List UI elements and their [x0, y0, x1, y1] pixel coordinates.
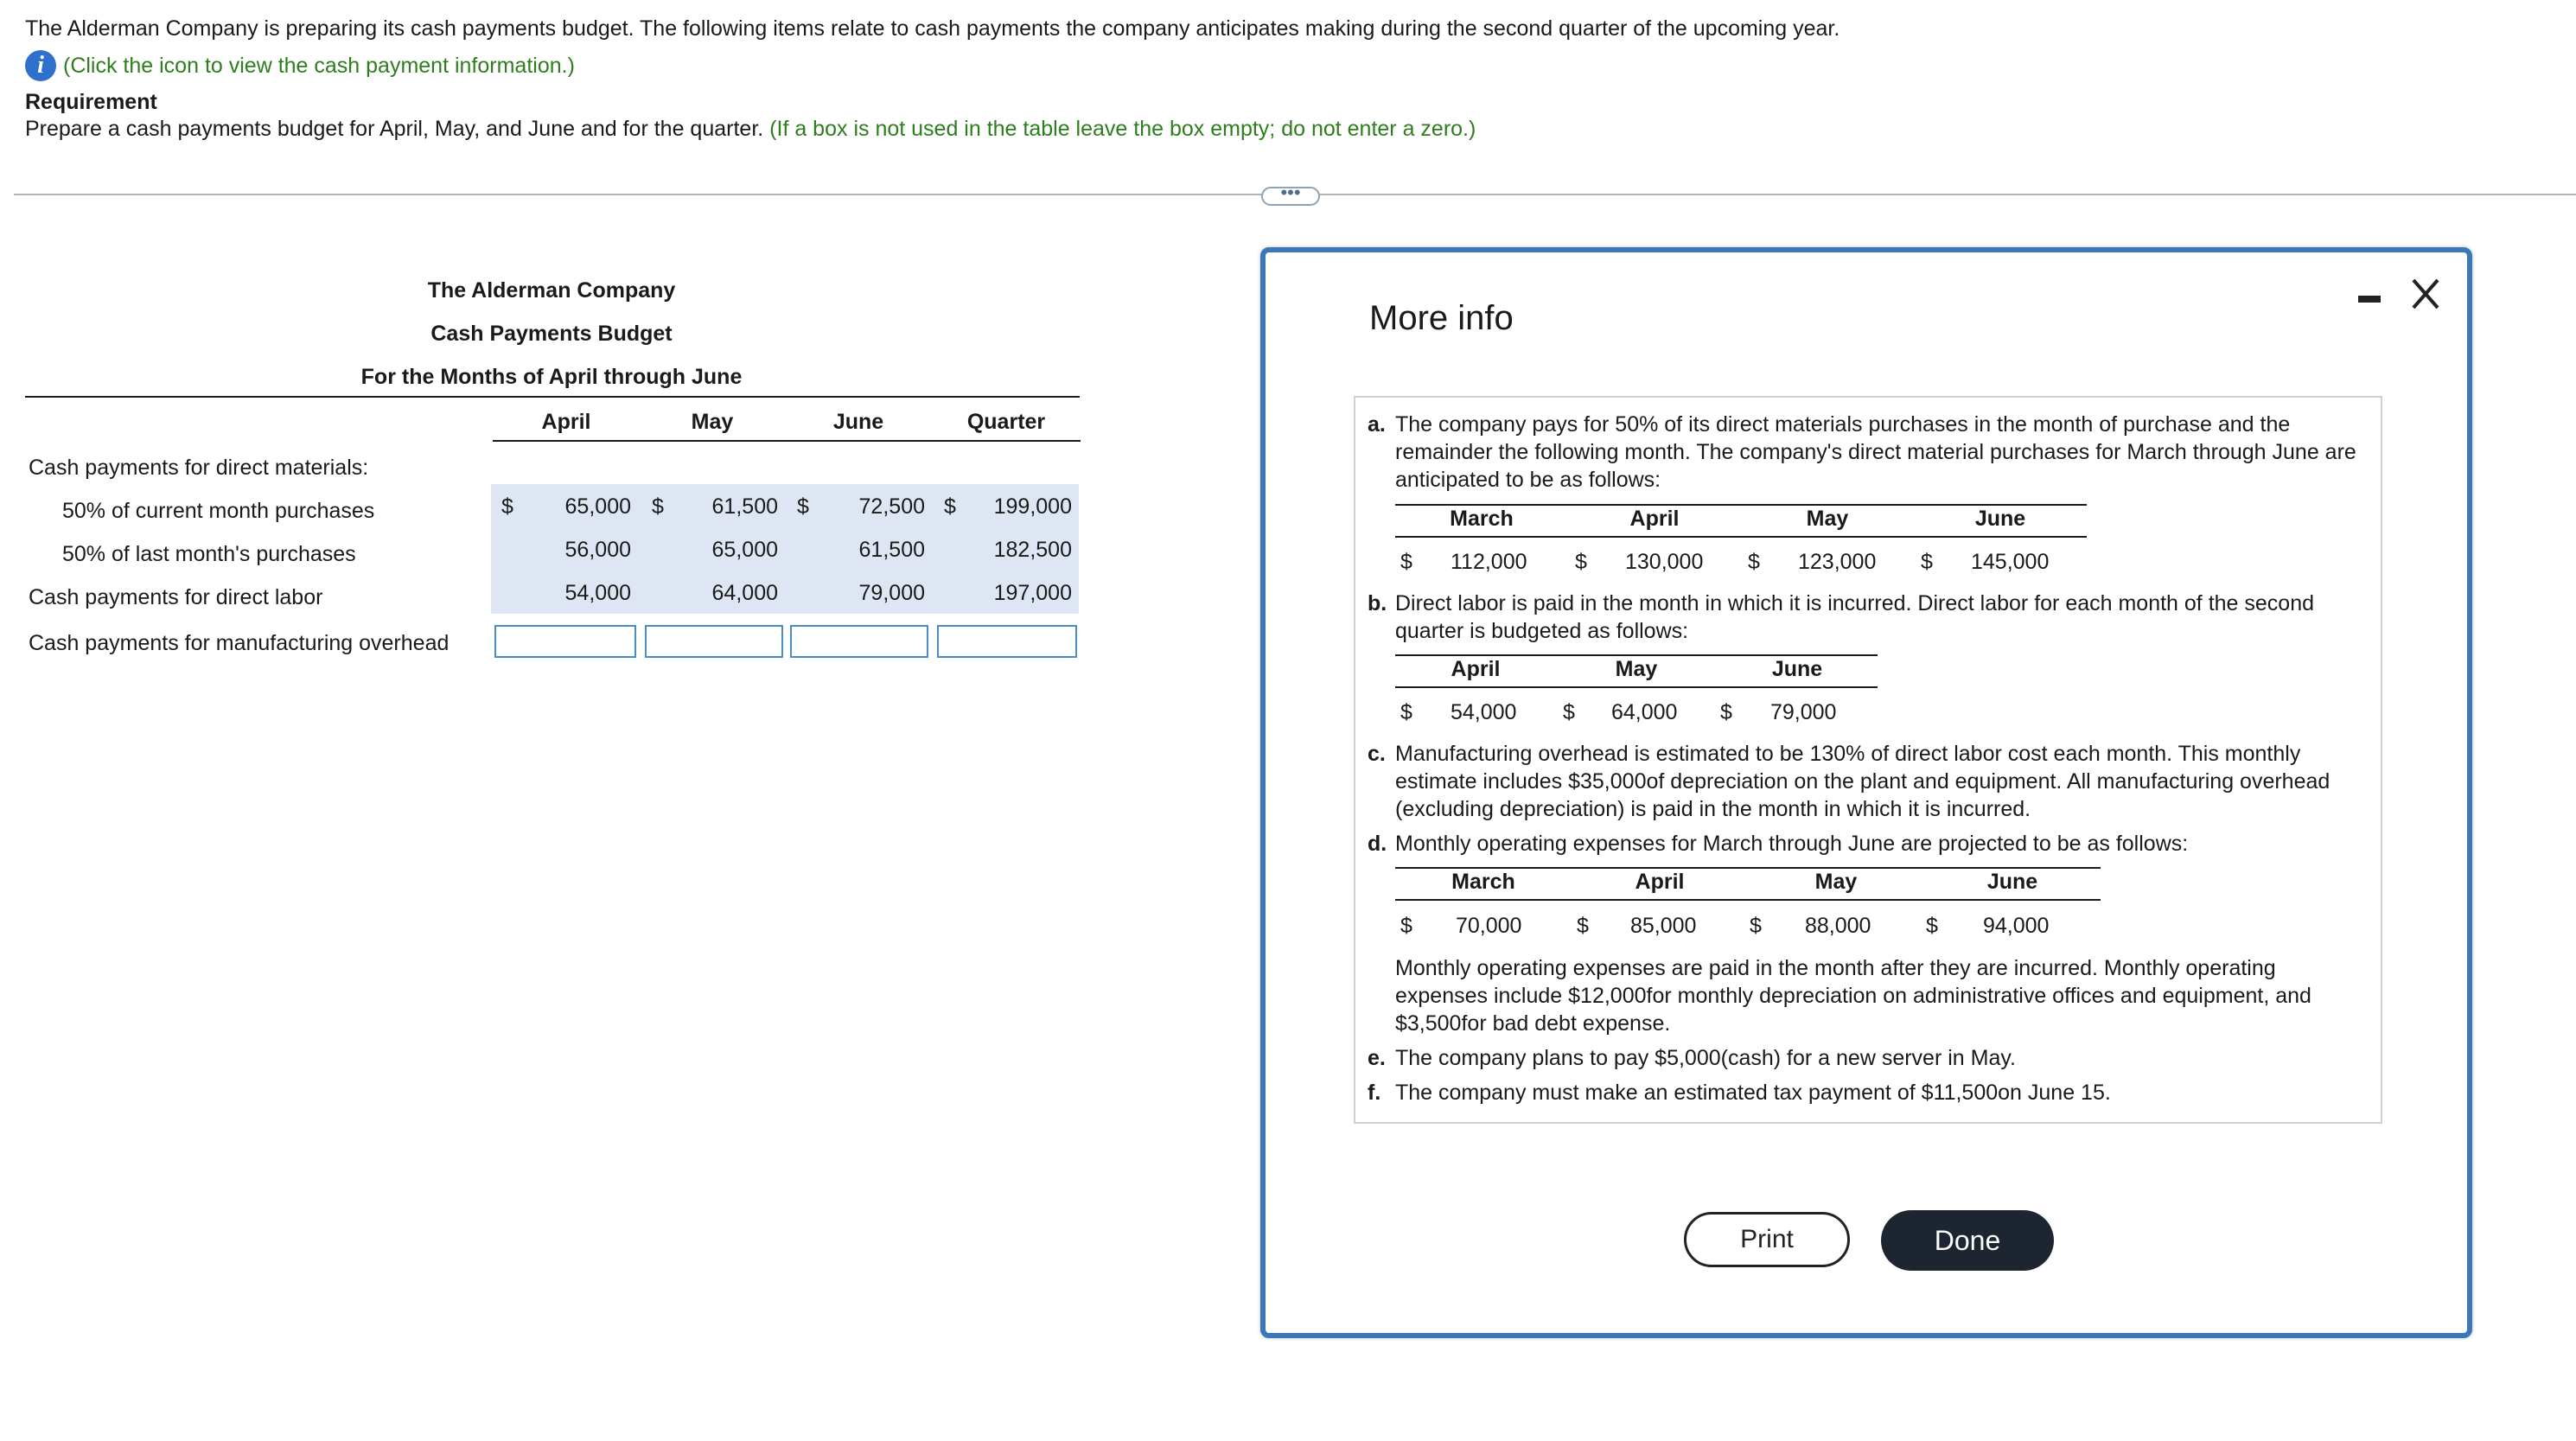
d-header-june: June: [1986, 870, 2038, 894]
cell-labor-may: 64,000: [711, 581, 778, 605]
cell-labor-april: 54,000: [564, 581, 631, 605]
item-b-marker: b.: [1368, 591, 1387, 615]
expand-handle[interactable]: •••: [1261, 187, 1320, 206]
item-d-text: Monthly operating expenses for March through June are projected to be as follows:: [1395, 832, 2189, 856]
a-value-may: 123,000: [1798, 550, 1877, 574]
cell-current-may: 61,500: [711, 494, 778, 519]
d-header-rule: [1395, 899, 2101, 901]
overhead-may-input[interactable]: [645, 625, 783, 658]
item-b-text: Direct labor is paid in the month in which it is incurred. Direct labor for each month of the second quarter is budgeted as follows:: [1395, 591, 2315, 643]
a-header-may: May: [1806, 507, 1849, 531]
item-f-text: The company must make an estimated tax payment of $11,500on June 15.: [1395, 1081, 2111, 1105]
info-icon[interactable]: i: [25, 50, 56, 81]
a-header-march: March: [1450, 507, 1514, 531]
item-e-text: The company plans to pay $5,000(cash) for a new server in May.: [1395, 1046, 2016, 1070]
dollar-sign: $: [797, 494, 809, 519]
budget-period: For the Months of April through June: [360, 365, 743, 389]
dollar-sign: $: [1563, 700, 1575, 724]
dollar-sign: $: [1750, 914, 1762, 938]
dollar-sign: $: [1921, 550, 1933, 574]
item-d-note: Monthly operating expenses are paid in the month after they are incurred. Monthly operating expenses include $12,000for monthly depreciation on administrative offices and equipment, and $3,500for bad debt expense.: [1395, 956, 2311, 1036]
dollar-sign: $: [501, 494, 513, 519]
cell-labor-quarter: 197,000: [993, 581, 1072, 605]
item-d-marker: d.: [1368, 832, 1387, 856]
requirement-text: [25, 117, 1476, 142]
d-value-march: 70,000: [1456, 914, 1522, 938]
dollar-sign: $: [1748, 550, 1760, 574]
cell-labor-june: 79,000: [858, 581, 925, 605]
item-c-text: Manufacturing overhead is estimated to be 130% of direct labor cost each month. This monthly estimate includes $35,000of depreciation on the plant and equipment. All manufacturing overhead (excluding depreciation) is paid in the month in which it is incurred.: [1395, 742, 2331, 821]
a-header-rule: [1395, 536, 2087, 538]
b-header-may: May: [1615, 657, 1658, 681]
b-top-rule: [1395, 654, 1878, 656]
title-rule: [25, 396, 1080, 398]
print-button[interactable]: Print: [1684, 1212, 1850, 1267]
dollar-sign: $: [652, 494, 664, 519]
item-a-marker: a.: [1368, 412, 1386, 437]
row-label-overhead: Cash payments for manufacturing overhead: [29, 631, 450, 655]
budget-title: Cash Payments Budget: [430, 322, 673, 346]
b-value-april: 54,000: [1451, 700, 1517, 724]
overhead-june-input[interactable]: [790, 625, 928, 658]
col-header-april: April: [541, 410, 591, 434]
close-icon[interactable]: [2408, 275, 2443, 313]
dollar-sign: $: [1720, 700, 1732, 724]
row-label-current-purchases: 50% of current month purchases: [62, 499, 375, 523]
dollar-sign: $: [1926, 914, 1938, 938]
col-header-may: May: [691, 410, 734, 434]
cell-last-june: 61,500: [858, 538, 925, 562]
a-value-march: 112,000: [1451, 550, 1527, 574]
a-value-june: 145,000: [1971, 550, 2050, 574]
overhead-april-input[interactable]: [494, 625, 636, 658]
b-value-may: 64,000: [1611, 700, 1678, 724]
dollar-sign: $: [1400, 550, 1412, 574]
item-e-marker: e.: [1368, 1046, 1386, 1070]
dollar-sign: $: [1400, 700, 1412, 724]
a-header-june: June: [1974, 507, 2026, 531]
dollar-sign: $: [1577, 914, 1589, 938]
b-header-rule: [1395, 686, 1878, 688]
dollar-sign: $: [1575, 550, 1587, 574]
requirement-instruction: Prepare a cash payments budget for April, May, and June and for the quarter.: [25, 117, 764, 141]
company-name: The Alderman Company: [427, 278, 676, 303]
cell-last-may: 65,000: [711, 538, 778, 562]
item-c-marker: c.: [1368, 742, 1386, 766]
problem-intro: The Alderman Company is preparing its cash payments budget. The following items relate to cash payments the company anticipates making during the second quarter of the upcoming year.: [25, 16, 1840, 41]
cell-current-june: 72,500: [858, 494, 925, 519]
done-button[interactable]: Done: [1881, 1210, 2054, 1271]
info-link-row[interactable]: [25, 48, 575, 83]
minimize-icon[interactable]: [2358, 296, 2381, 303]
d-value-june: 94,000: [1983, 914, 2050, 938]
overhead-quarter-input[interactable]: [937, 625, 1077, 658]
cell-last-april: 56,000: [564, 538, 631, 562]
d-value-may: 88,000: [1805, 914, 1871, 938]
cell-last-quarter: 182,500: [993, 538, 1072, 562]
row-label-last-purchases: 50% of last month's purchases: [62, 542, 356, 566]
col-header-june: June: [832, 410, 884, 434]
row-label-direct-labor: Cash payments for direct labor: [29, 585, 323, 609]
d-header-may: May: [1814, 870, 1858, 894]
b-value-june: 79,000: [1770, 700, 1837, 724]
a-value-april: 130,000: [1625, 550, 1704, 574]
requirement-note: (If a box is not used in the table leave the box empty; do not enter a zero.): [769, 117, 1476, 141]
a-header-april: April: [1629, 507, 1680, 531]
b-header-june: June: [1771, 657, 1823, 681]
dialog-title: More info: [1369, 299, 1514, 337]
d-top-rule: [1395, 867, 2101, 869]
info-link[interactable]: (Click the icon to view the cash payment information.): [63, 53, 575, 78]
requirement-title: Requirement: [25, 90, 157, 114]
dollar-sign: $: [1400, 914, 1412, 938]
d-header-april: April: [1635, 870, 1685, 894]
cell-current-april: 65,000: [564, 494, 631, 519]
b-header-april: April: [1451, 657, 1501, 681]
a-top-rule: [1395, 504, 2087, 506]
d-value-april: 85,000: [1630, 914, 1697, 938]
col-header-quarter: Quarter: [966, 410, 1046, 434]
dollar-sign: $: [944, 494, 956, 519]
section-direct-materials: Cash payments for direct materials:: [29, 456, 369, 480]
item-f-marker: f.: [1368, 1081, 1381, 1105]
d-header-march: March: [1451, 870, 1515, 894]
header-rule: [493, 440, 1081, 442]
item-a-text: The company pays for 50% of its direct materials purchases in the month of purchase and the remainder the following month. The company's direct material purchases for March through June are anticipated to be as follows:: [1395, 412, 2356, 492]
cell-current-quarter: 199,000: [993, 494, 1072, 519]
